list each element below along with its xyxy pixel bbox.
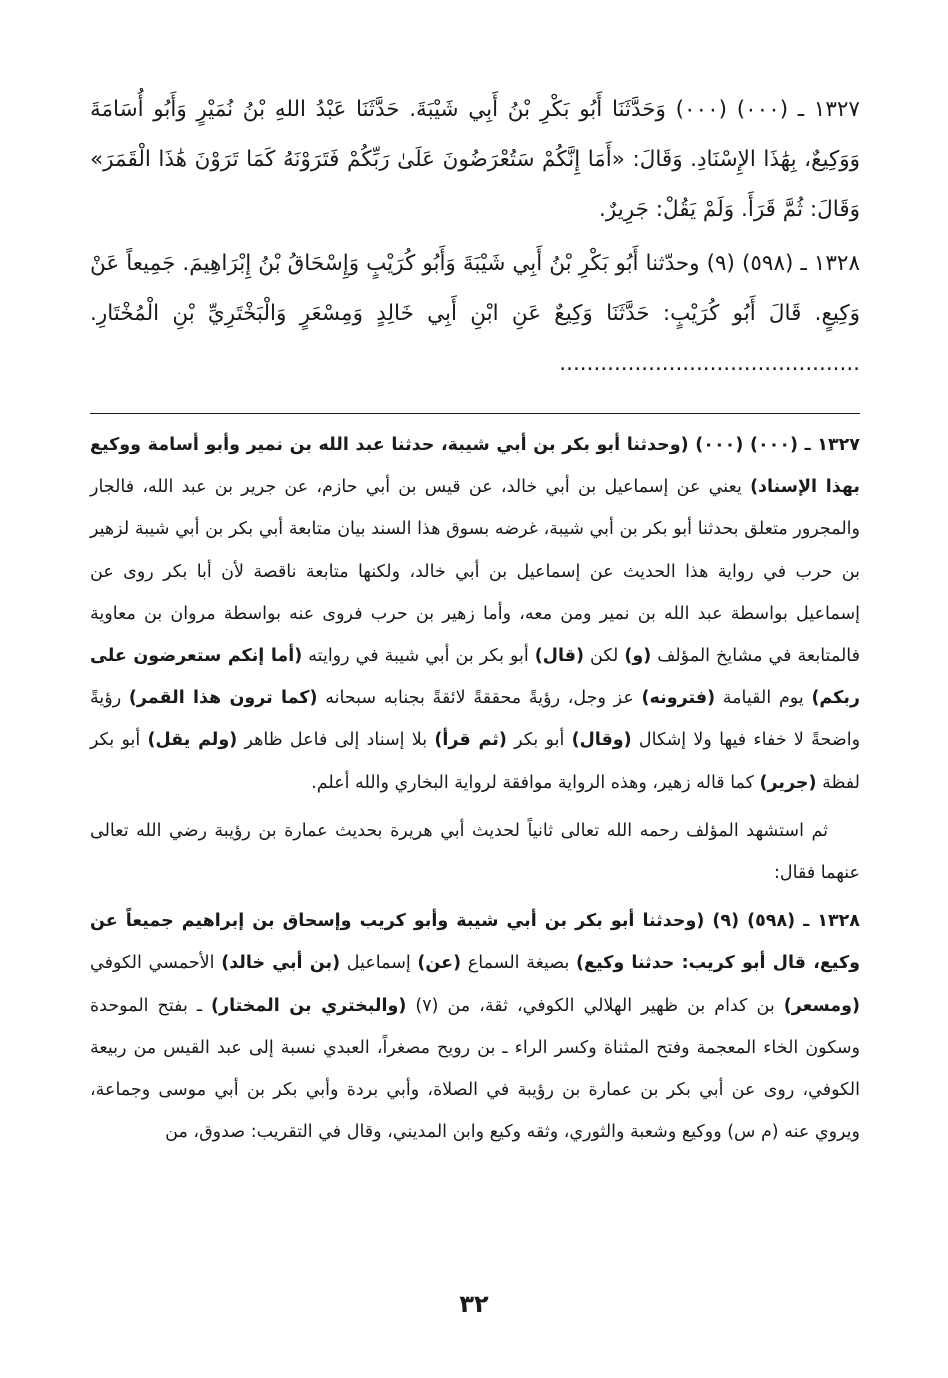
commentary-span: رؤيةً واضحةً لا خفاء فيها ولا إشكال [90,688,861,751]
bold-term: (فترونه) [641,688,716,709]
commentary-1328 [90,900,860,1153]
bold-term: (جرير) [759,772,817,793]
commentary-span: بلا إسناد إلى فاعل ظاهر [237,730,435,751]
bold-term: (والبختري بن المختار) [211,995,407,1016]
bold-term: (بن أبي خالد) [221,953,341,974]
commentary-1327-heading: ١٣٢٧ ـ (٠٠٠) (٠٠٠) (وحدثنا أبو بكر بن أبي شيبة، حدثنا عبد الله بن نمير وأبو أسامة ووكيع بهذا الإسناد) [90,435,860,498]
commentary-span: الأحمسي الكوفي [90,953,222,974]
page-number: ٣٢ [459,1290,489,1318]
commentary-span: كما قاله زهير، وهذه الرواية موافقة لرواية البخاري والله أعلم. [311,772,760,793]
hadith-text [90,85,860,393]
commentary-span: عز وجل، رؤيةً محققةً لائقةً بجنابه سبحانه [317,688,642,709]
hadith-1327: ١٣٢٧ ـ (٠٠٠) (٠٠٠) وَحَدَّثَنَا أَبُو بَكْرِ بْنُ أَبِي شَيْبَةَ. حَدَّثَنَا عَبْدُ اللهِ بْنُ نُمَيْرٍ وَأَبُو أُسَامَةَ وَوَكِيعٌ، بِهَٰذَا الإِسْنَادِ. وَقَالَ: «أَمَا إِنَّكُمْ سَتُعْرَضُونَ عَلَىٰ رَبِّكُمْ فَتَرَوْنَهُ كَمَا تَرَوْنَ هَٰذَا الْقَمَرَ» وَقَالَ: ثُمَّ قَرَأَ. وَلَمْ يَقُلْ: جَرِيرٌ. [90,97,860,222]
ellipsis-dots: ............................................ [559,351,860,376]
bold-term: (ومسعر) [783,995,860,1016]
commentary-span: لكن [583,646,625,667]
commentary-span: أبو بكر بن أبي شيبة في روايته [302,646,535,667]
commentary-span: أبو بكر [506,730,572,751]
commentary-1327-body: يعني عن إسماعيل بن أبي خالد، عن قيس بن أبي حازم، عن جرير بن عبد الله، فالجار والمجرور متعلق بحدثنا أبو بكر بن أبي شيبة، غرضه بسوق هذا السند بيان متابعة أبي بكر بن أبي شيبة لزهير بن حرب في رواية هذا الحديث عن إسماعيل بن أبي خالد، ولكنها متابعة ناقصة لأن أبا بكر روى عن إسماعيل بواسطة عبد الله بن نمير ومن معه، وأما زهير بن حرب فروى عنه بواسطة مروان بن معاوية فالمتابعة في مشايخ المؤلف [90,477,860,667]
commentary-transition: ثم استشهد المؤلف رحمه الله تعالى ثانياً لحديث أبي هريرة بحديث عمارة بن رؤيبة رضي الله تعالى عنهما فقال: [90,820,860,884]
commentary-1327 [90,424,860,804]
hadith-1328-text: ١٣٢٨ ـ (٥٩٨) (٩) وحدّثنا أَبُو بَكْرِ بْنُ أَبِي شَيْبَةَ وَأَبُو كُرَيْبٍ وَإِسْحَاقُ بْنُ إِبْرَاهِيمَ. جَمِيعاً عَنْ وَكِيعٍ. قَالَ أَبُو كُرَيْبٍ: حَدَّثَنَا وَكِيعٌ عَنِ ابْنِ أَبِي خَالِدٍ وَمِسْعَرٍ وَالْبَخْتَرِيِّ بْنِ الْمُخْتَارِ. [90,251,860,326]
commentary-span: إسماعيل [340,953,418,974]
commentary-span: أبو بكر لفظة [90,730,860,793]
commentary-1328-heading: ١٣٢٨ ـ (٥٩٨) (٩) (وحدثنا أبو بكر بن أبي شيبة وأبو كريب وإسحاق بن إبراهيم جميعاً عن وكيع، قال أبو كريب: حدثنا وكيع) [90,911,860,974]
bold-term: (قال) [534,646,584,667]
commentary-span: بن كدام بن ظهير الهلالي الكوفي، ثقة، من (٧) [406,995,784,1016]
bold-term: (عن) [417,953,462,974]
commentary-span: بصيغة السماع [461,953,577,974]
bold-term: (ثم قرأ) [434,730,507,751]
bold-term: (و) [624,646,652,667]
bold-term: (وقال) [571,730,632,751]
bold-term: (كما ترون هذا القمر) [128,688,318,709]
commentary-span: يوم القيامة [715,688,812,709]
footnote-divider [90,413,860,414]
bold-term: (أما إنكم ستعرضون على ربكم) [90,646,860,709]
commentary-text [90,424,860,1153]
commentary-span: ـ بفتح الموحدة وسكون الخاء المعجمة وفتح المثناة وكسر الراء ـ بن رويح مصغراً، العبدي نسبة إلى عبد القيس من ربيعة الكوفي، روى عن أبي بكر بن عمارة بن رؤيبة في الصلاة، وأبي بردة وأبي بكر بن أبي موسى وجماعة، ويروي عنه (م س) ووكيع وشعبة والثوري، وثقه وكيع وابن المديني، وقال في التقريب: صدوق، من [90,995,860,1143]
bold-term: (ولم يقل) [147,730,238,751]
hadith-1328 [90,239,860,389]
